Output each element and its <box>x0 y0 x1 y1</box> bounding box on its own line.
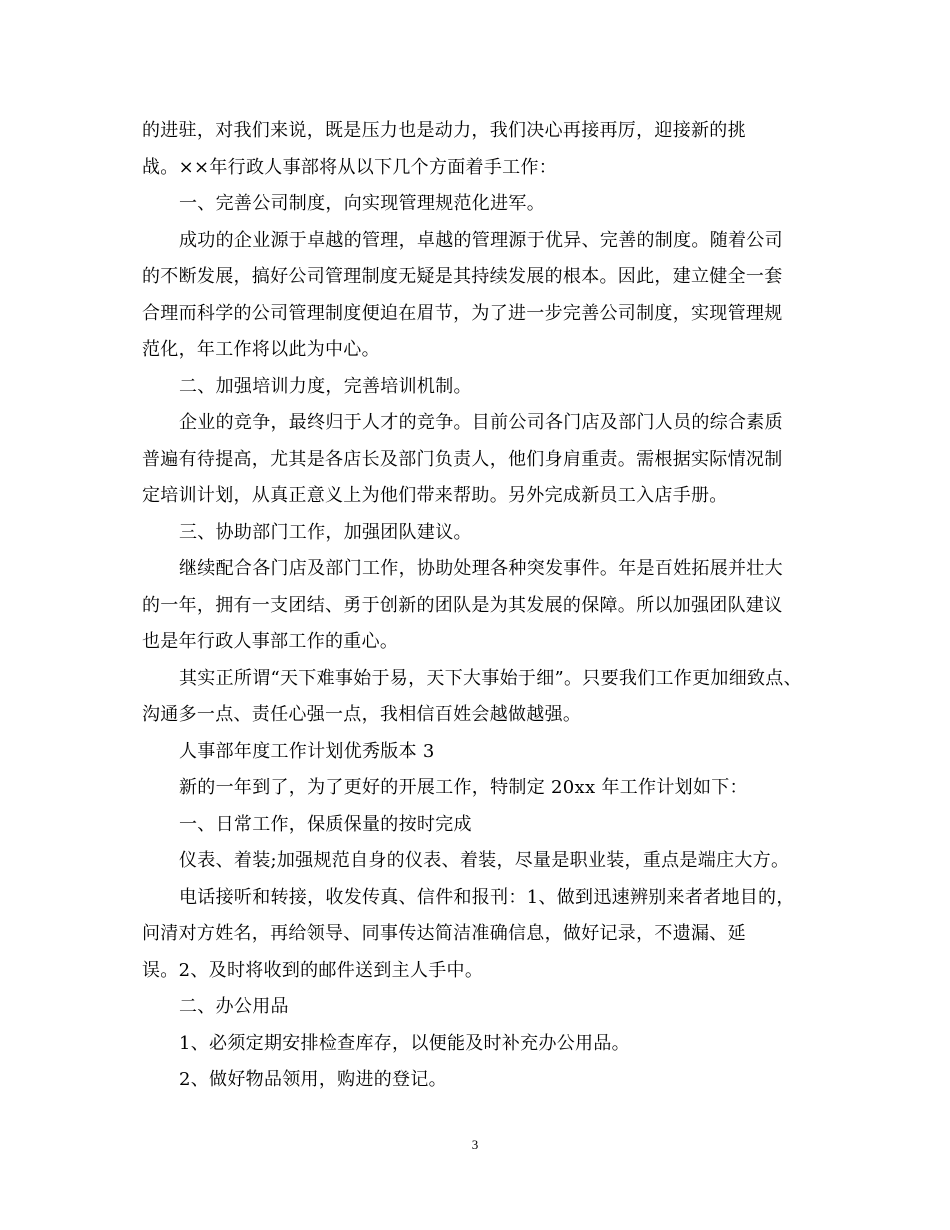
text-line: 范化，年工作将以此为中心。 <box>142 339 380 360</box>
text-line: 电话接听和转接，收发传真、信件和报刊：1、做到迅速辨别来者者地目的， <box>179 886 795 908</box>
text-line: 其实正所谓“天下难事始于易，天下大事始于细”。只要我们工作更加细致点、 <box>179 667 802 689</box>
text-line: 也是年行政人事部工作的重心。 <box>142 631 399 652</box>
document-body <box>142 113 812 1099</box>
text-line: 合理而科学的公司管理制度便迫在眉节，为了进一步完善公司制度，实现管理规 <box>142 302 783 324</box>
text-line: 二、办公用品 <box>179 996 289 1017</box>
text-line: 战。××年行政人事部将从以下几个方面着手工作： <box>142 156 558 178</box>
text-line: 问清对方姓名，再给领导、同事传达简洁准确信息，做好记录，不遗漏、延 <box>142 923 746 944</box>
text-line: 一、完善公司制度，向实现管理规范化进军。 <box>179 193 545 214</box>
text-line: 三、协助部门工作，加强团队建议。 <box>179 521 472 543</box>
text-line: 仪表、着装;加强规范自身的仪表、着装，尽量是职业装，重点是端庄大方。 <box>179 850 790 871</box>
text-line: 定培训计划，从真正意义上为他们带来帮助。另外完成新员工入店手册。 <box>142 485 728 506</box>
text-line: 的一年，拥有一支团结、勇于创新的团队是为其发展的保障。所以加强团队建议 <box>142 594 783 616</box>
text-line: 一、日常工作，保质保量的按时完成 <box>179 813 472 835</box>
text-line: 普遍有待提高，尤其是各店长及部门负责人，他们身肩重责。需根据实际情况制 <box>142 448 783 470</box>
text-line: 人事部年度工作计划优秀版本 3 <box>179 740 435 762</box>
text-line: 企业的竞争，最终归于人才的竞争。目前公司各门店及部门人员的综合素质 <box>179 412 783 433</box>
text-line: 成功的企业源于卓越的管理，卓越的管理源于优异、完善的制度。随着公司 <box>179 229 783 251</box>
text-line: 的不断发展，搞好公司管理制度无疑是其持续发展的根本。因此，建立健全一套 <box>142 266 783 287</box>
text-line: 继续配合各门店及部门工作，协助处理各种突发事件。年是百姓拓展并壮大 <box>179 558 783 579</box>
text-line: 误。2、及时将收到的邮件送到主人手中。 <box>142 959 484 981</box>
text-line: 新的一年到了，为了更好的开展工作，特制定 20xx 年工作计划如下： <box>179 777 748 798</box>
page-number: 3 <box>471 1137 479 1152</box>
text-line: 的进驻，对我们来说，既是压力也是动力，我们决心再接再厉，迎接新的挑 <box>142 120 746 141</box>
text-line: 2、做好物品领用，购进的登记。 <box>179 1069 447 1090</box>
text-line: 二、加强培训力度，完善培训机制。 <box>179 375 472 397</box>
text-line: 1、必须定期安排检查库存，以便能及时补充办公用品。 <box>179 1032 630 1054</box>
text-line: 沟通多一点、责任心强一点，我相信百姓会越做越强。 <box>142 704 582 725</box>
